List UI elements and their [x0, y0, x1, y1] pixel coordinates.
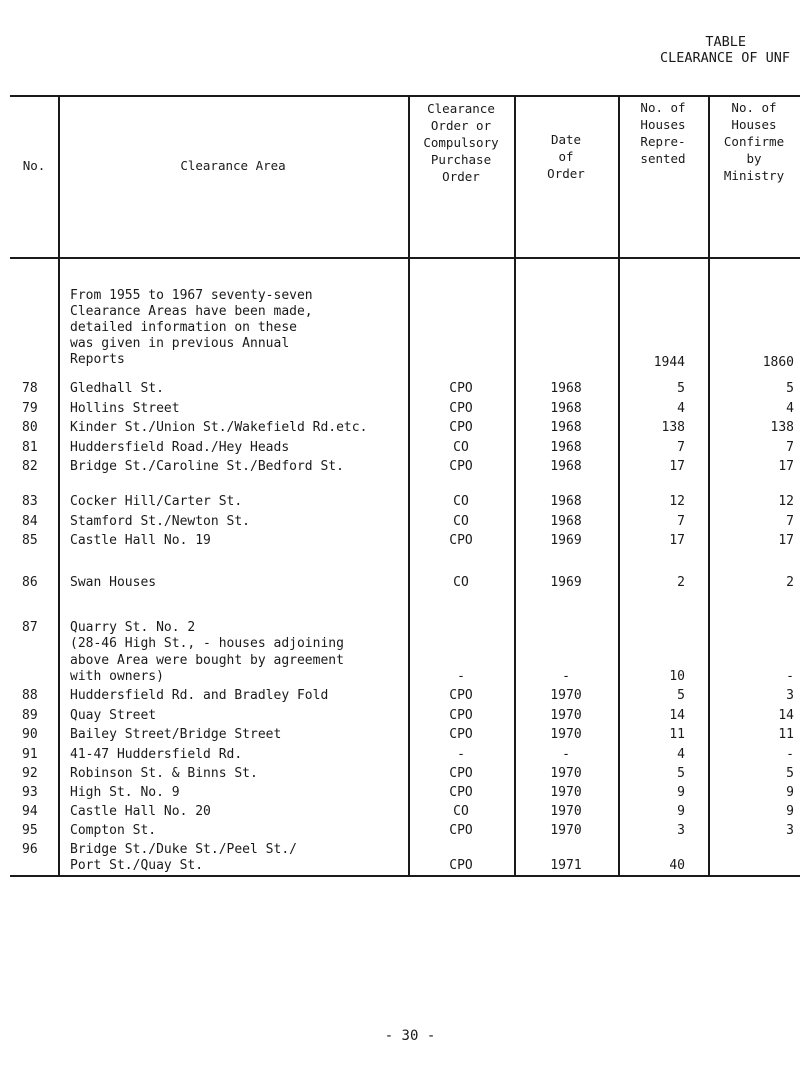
bottom-rule — [10, 875, 800, 877]
row-no: 89 — [22, 708, 38, 723]
row-represented: 10 — [669, 669, 685, 684]
page-number: - 30 - — [384, 1028, 436, 1044]
header-houses-represented: No. of Houses Repre- sented — [640, 100, 686, 166]
row-no: 79 — [22, 401, 38, 416]
row-confirmed: 12 — [778, 494, 794, 509]
row-area: From 1955 to 1967 seventy-seven Clearance Areas have been made, detailed information on these was given in previous Annual Reports — [70, 288, 313, 367]
table-heading: TABLE — [705, 34, 746, 50]
row-confirmed: 1860 — [762, 355, 794, 370]
top-rule — [10, 95, 800, 97]
header-no: No. — [22, 158, 46, 173]
row-no: 90 — [22, 727, 38, 742]
row-order-type: CO — [453, 575, 469, 590]
row-order-type: CPO — [449, 420, 473, 435]
row-area: 41-47 Huddersfield Rd. — [70, 747, 243, 762]
row-confirmed: 7 — [786, 514, 794, 529]
header-rule — [10, 257, 800, 259]
table-subheading: CLEARANCE OF UNF — [659, 50, 790, 66]
row-no: 84 — [22, 514, 38, 529]
row-date: - — [562, 669, 570, 684]
row-area: Compton St. — [70, 823, 157, 838]
row-order-type: CPO — [449, 766, 473, 781]
row-area: Stamford St./Newton St. — [70, 514, 251, 529]
row-area: Huddersfield Rd. and Bradley Fold — [70, 688, 329, 703]
row-no: 81 — [22, 440, 38, 455]
row-represented: 7 — [677, 514, 685, 529]
row-confirmed: 9 — [786, 785, 794, 800]
row-order-type: CO — [453, 514, 469, 529]
row-order-type: CO — [453, 440, 469, 455]
row-order-type: CO — [453, 804, 469, 819]
row-no: 80 — [22, 420, 38, 435]
row-area: Bailey Street/Bridge Street — [70, 727, 282, 742]
row-area: Hollins Street — [70, 401, 180, 416]
row-represented: 14 — [669, 708, 685, 723]
row-order-type: CPO — [449, 823, 473, 838]
row-area: Quay Street — [70, 708, 157, 723]
row-order-type: - — [457, 669, 465, 684]
row-date: 1969 — [550, 575, 582, 590]
row-represented: 11 — [669, 727, 685, 742]
row-date: 1968 — [550, 459, 582, 474]
row-date: 1968 — [550, 401, 582, 416]
row-no: 82 — [22, 459, 38, 474]
row-confirmed: 14 — [778, 708, 794, 723]
column-divider — [58, 96, 60, 876]
row-confirmed: 7 — [786, 440, 794, 455]
row-no: 94 — [22, 804, 38, 819]
row-represented: 9 — [677, 785, 685, 800]
row-order-type: CPO — [449, 459, 473, 474]
row-date: 1969 — [550, 533, 582, 548]
row-confirmed: 9 — [786, 804, 794, 819]
row-confirmed: 138 — [770, 420, 794, 435]
row-order-type: CPO — [449, 688, 473, 703]
row-area: Castle Hall No. 20 — [70, 804, 211, 819]
row-order-type: CPO — [449, 727, 473, 742]
row-area: Robinson St. & Binns St. — [70, 766, 258, 781]
row-confirmed: - — [786, 669, 794, 684]
row-date: 1970 — [550, 823, 582, 838]
header-date: Date of Order — [547, 132, 585, 181]
row-order-type: - — [457, 747, 465, 762]
row-area: Bridge St./Duke St./Peel St./ Port St./Quay St. — [70, 842, 297, 873]
row-date: 1968 — [550, 420, 582, 435]
row-represented: 4 — [677, 401, 685, 416]
row-represented: 1944 — [653, 355, 685, 370]
row-date: 1970 — [550, 804, 582, 819]
row-no: 96 — [22, 842, 38, 857]
row-no: 88 — [22, 688, 38, 703]
row-represented: 3 — [677, 823, 685, 838]
header-houses-confirmed: No. of Houses Confirme by Ministry — [723, 100, 785, 183]
row-no: 86 — [22, 575, 38, 590]
row-represented: 138 — [661, 420, 685, 435]
row-no: 92 — [22, 766, 38, 781]
row-represented: 5 — [677, 766, 685, 781]
row-no: 87 — [22, 620, 38, 635]
row-date: - — [562, 747, 570, 762]
row-represented: 5 — [677, 688, 685, 703]
header-order-type: Clearance Order or Compulsory Purchase Order — [423, 101, 499, 184]
row-represented: 4 — [677, 747, 685, 762]
row-confirmed: 5 — [786, 381, 794, 396]
row-order-type: CPO — [449, 401, 473, 416]
row-order-type: CPO — [449, 785, 473, 800]
row-represented: 12 — [669, 494, 685, 509]
row-order-type: CPO — [449, 533, 473, 548]
row-area: Kinder St./Union St./Wakefield Rd.etc. — [70, 420, 368, 435]
row-area: Gledhall St. — [70, 381, 164, 396]
row-date: 1970 — [550, 766, 582, 781]
row-no: 95 — [22, 823, 38, 838]
header-clearance-area: Clearance Area — [180, 158, 286, 173]
row-no: 83 — [22, 494, 38, 509]
row-represented: 2 — [677, 575, 685, 590]
row-confirmed: 3 — [786, 688, 794, 703]
row-confirmed: 11 — [778, 727, 794, 742]
row-confirmed: - — [786, 747, 794, 762]
row-represented: 17 — [669, 459, 685, 474]
row-represented: 7 — [677, 440, 685, 455]
row-date: 1970 — [550, 688, 582, 703]
row-represented: 9 — [677, 804, 685, 819]
row-no: 91 — [22, 747, 38, 762]
row-order-type: CO — [453, 494, 469, 509]
row-date: 1968 — [550, 440, 582, 455]
row-area: Castle Hall No. 19 — [70, 533, 211, 548]
row-date: 1970 — [550, 727, 582, 742]
row-area: Swan Houses — [70, 575, 157, 590]
row-no: 93 — [22, 785, 38, 800]
row-date: 1968 — [550, 494, 582, 509]
row-confirmed: 3 — [786, 823, 794, 838]
row-date: 1968 — [550, 514, 582, 529]
row-date: 1971 — [550, 858, 582, 873]
row-area: Quarry St. No. 2 (28-46 High St., - houses adjoining above Area were bought by agreement with owners) — [70, 620, 344, 684]
row-area: Bridge St./Caroline St./Bedford St. — [70, 459, 344, 474]
row-area: Cocker Hill/Carter St. — [70, 494, 243, 509]
row-no: 85 — [22, 533, 38, 548]
row-order-type: CPO — [449, 381, 473, 396]
row-date: 1970 — [550, 708, 582, 723]
row-confirmed: 2 — [786, 575, 794, 590]
row-area: Huddersfield Road./Hey Heads — [70, 440, 290, 455]
row-confirmed: 17 — [778, 459, 794, 474]
row-no: 78 — [22, 381, 38, 396]
row-order-type: CPO — [449, 858, 473, 873]
row-order-type: CPO — [449, 708, 473, 723]
row-date: 1970 — [550, 785, 582, 800]
row-confirmed: 17 — [778, 533, 794, 548]
row-date: 1968 — [550, 381, 582, 396]
row-area: High St. No. 9 — [70, 785, 180, 800]
row-confirmed: 5 — [786, 766, 794, 781]
row-represented: 40 — [669, 858, 685, 873]
row-confirmed: 4 — [786, 401, 794, 416]
row-represented: 17 — [669, 533, 685, 548]
row-represented: 5 — [677, 381, 685, 396]
